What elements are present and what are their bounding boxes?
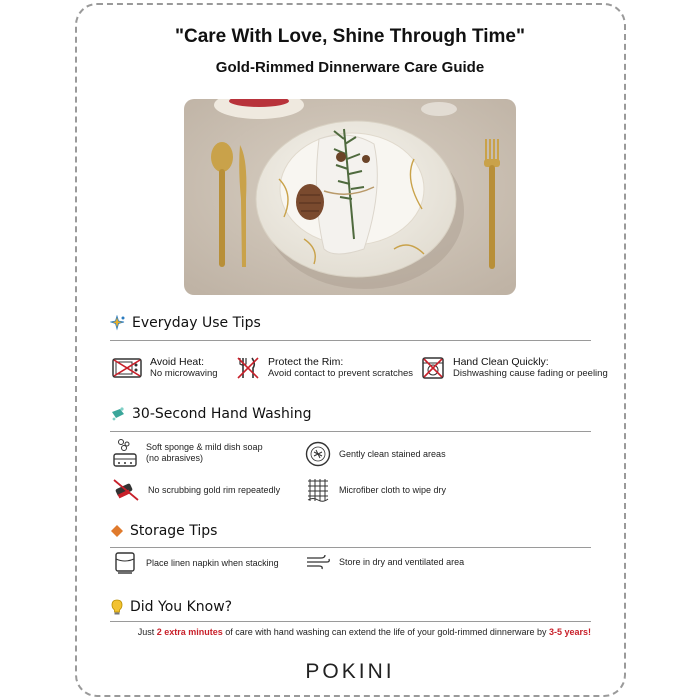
wash-item-gentle: [305, 441, 446, 467]
tip-hand-clean: [421, 356, 608, 380]
storage-heading: [110, 523, 217, 539]
fact-pre: Just: [137, 627, 157, 637]
sparkle-icon: [110, 315, 126, 331]
did-you-know-text: [110, 627, 591, 637]
did-you-know-heading: [110, 599, 232, 615]
wash-item-line: No scrubbing gold rim repeatedly: [148, 484, 281, 495]
washing-heading-label: 30-Second Hand Washing: [132, 406, 312, 422]
brand-logo: POKINI: [305, 660, 395, 683]
fact-highlight-minutes: 2 extra minutes: [156, 627, 223, 637]
storage-item-label: Store in dry and ventilated area: [339, 556, 465, 567]
no-cutlery-icon: [236, 356, 260, 380]
dinner-plate-photo: [184, 99, 516, 295]
cloth-icon: [305, 477, 331, 503]
wash-item-line: Microfiber cloth to wipe dry: [339, 484, 447, 495]
tip-protect-rim: [236, 356, 413, 380]
fact-mid: of care with hand washing can extend the life of your gold-rimmed dinnerware by: [222, 627, 549, 637]
no-dishwasher-icon: [421, 356, 445, 380]
sponge-soap-icon: [112, 438, 138, 468]
tip-avoid-heat: [112, 356, 218, 380]
washing-heading: [110, 406, 312, 422]
tip-title: Avoid Heat:: [150, 356, 205, 368]
wash-item-cloth: [305, 477, 446, 503]
divider: [110, 621, 591, 622]
wind-icon: [305, 553, 331, 571]
storage-item-label: Place linen napkin when stacking: [146, 557, 279, 568]
page-title: "Care With Love, Shine Through Time": [174, 26, 526, 47]
wash-item-line-sub: (no abrasives): [146, 453, 204, 463]
diamond-icon: [110, 524, 124, 538]
did-you-know-heading-label: Did You Know?: [130, 599, 233, 615]
soap-icon: [110, 406, 126, 422]
tip-title: Protect the Rim:: [268, 356, 344, 368]
no-microwave-icon: [112, 357, 142, 379]
page-subtitle: Gold-Rimmed Dinnerware Care Guide: [215, 59, 485, 76]
storage-item-napkin: [112, 551, 279, 575]
divider: [110, 547, 591, 548]
divider: [110, 431, 591, 432]
tip-desc: Dishwashing cause fading or peeling: [453, 368, 608, 379]
lightbulb-icon: [110, 599, 124, 615]
wash-item-line: Gently clean stained areas: [339, 448, 446, 459]
wash-item-no-scrub: [112, 478, 280, 502]
fact-highlight-years: 3-5 years!: [548, 627, 591, 637]
storage-heading-label: Storage Tips: [130, 523, 218, 539]
everyday-heading: [110, 315, 261, 331]
everyday-heading-label: Everyday Use Tips: [132, 315, 261, 331]
tip-title: Hand Clean Quickly:: [453, 356, 549, 368]
divider: [110, 340, 591, 341]
wash-item-line: Soft sponge & mild dish soap: [146, 442, 263, 452]
tip-desc: Avoid contact to prevent scratches: [268, 368, 414, 379]
napkin-stack-icon: [112, 551, 138, 575]
circle-clean-icon: [305, 441, 331, 467]
no-scrub-icon: [112, 478, 140, 502]
storage-item-dry: [305, 553, 464, 571]
tip-desc: No microwaving: [150, 368, 218, 379]
wash-item-sponge: [112, 438, 263, 468]
